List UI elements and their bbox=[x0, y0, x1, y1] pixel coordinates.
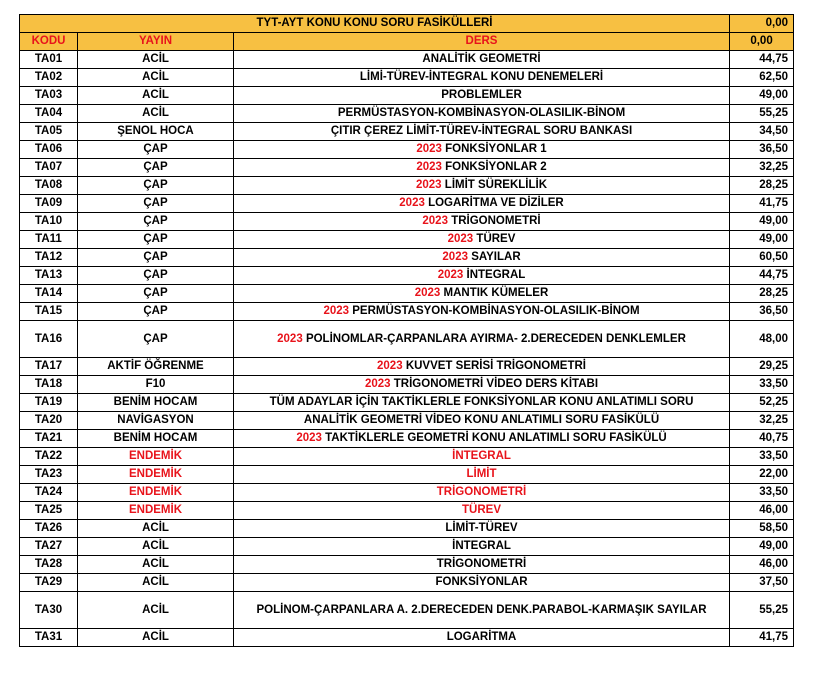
header-publisher: YAYIN bbox=[78, 33, 234, 51]
row-publisher: ACİL bbox=[78, 574, 234, 592]
year-prefix: 2023 bbox=[364, 378, 391, 390]
row-price: 29,25 bbox=[730, 358, 794, 376]
row-publisher: ÇAP bbox=[78, 141, 234, 159]
year-prefix: 2023 bbox=[416, 179, 442, 191]
row-code: TA24 bbox=[20, 484, 78, 502]
row-code: TA02 bbox=[20, 69, 78, 87]
row-title-cell bbox=[234, 502, 730, 520]
row-title: TÜREV bbox=[462, 504, 501, 516]
row-code: TA13 bbox=[20, 267, 78, 285]
row-title: LOGARİTMA VE DİZİLER bbox=[428, 197, 564, 209]
row-title-cell bbox=[234, 159, 730, 177]
row-publisher: ENDEMİK bbox=[78, 448, 234, 466]
row-publisher: ÇAP bbox=[78, 249, 234, 267]
year-prefix: 2023 bbox=[414, 287, 441, 299]
row-publisher: ACİL bbox=[78, 520, 234, 538]
year-prefix: 2023 bbox=[277, 332, 303, 345]
year-prefix: 2023 bbox=[422, 215, 448, 227]
table-row bbox=[20, 358, 794, 376]
row-publisher: ENDEMİK bbox=[78, 502, 234, 520]
row-publisher: ÇAP bbox=[78, 267, 234, 285]
header-row bbox=[20, 33, 794, 51]
row-code: TA15 bbox=[20, 303, 78, 321]
row-publisher: AKTİF ÖĞRENME bbox=[78, 358, 234, 376]
row-title-cell bbox=[234, 592, 730, 629]
row-title: LOGARİTMA bbox=[446, 631, 517, 643]
row-publisher: ÇAP bbox=[78, 303, 234, 321]
row-price: 32,25 bbox=[730, 159, 794, 177]
table-row bbox=[20, 213, 794, 231]
header-code: KODU bbox=[20, 33, 78, 51]
header-title: DERS bbox=[234, 33, 730, 51]
row-title: TRİGONOMETRİ bbox=[436, 486, 527, 498]
row-publisher: ÇAP bbox=[78, 231, 234, 249]
table-row bbox=[20, 303, 794, 321]
row-title: TRİGONOMETRİ VİDEO DERS KİTABI bbox=[393, 378, 599, 390]
row-title-cell bbox=[234, 629, 730, 647]
row-code: TA18 bbox=[20, 376, 78, 394]
row-title-cell bbox=[234, 51, 730, 69]
row-title: SAYILAR bbox=[471, 251, 521, 263]
table-row bbox=[20, 629, 794, 647]
year-prefix: 2023 bbox=[416, 143, 442, 155]
row-title-cell bbox=[234, 141, 730, 159]
row-title-cell bbox=[234, 249, 730, 267]
table-row bbox=[20, 51, 794, 69]
row-title-cell bbox=[234, 69, 730, 87]
row-price: 32,25 bbox=[730, 412, 794, 430]
row-title: TAKTİKLERLE GEOMETRİ KONU ANLATIMLI SORU FASİKÜLÜ bbox=[325, 432, 667, 444]
row-publisher: NAVİGASYON bbox=[78, 412, 234, 430]
table-row bbox=[20, 412, 794, 430]
row-title: FONKSİYONLAR bbox=[435, 576, 528, 588]
year-prefix: 2023 bbox=[323, 305, 350, 317]
row-title-cell bbox=[234, 520, 730, 538]
row-title: LİMİT SÜREKLİLİK bbox=[444, 179, 548, 191]
row-code: TA10 bbox=[20, 213, 78, 231]
row-code: TA23 bbox=[20, 466, 78, 484]
row-price: 46,00 bbox=[730, 556, 794, 574]
row-code: TA07 bbox=[20, 159, 78, 177]
row-price: 33,50 bbox=[730, 484, 794, 502]
row-code: TA22 bbox=[20, 448, 78, 466]
table-row bbox=[20, 466, 794, 484]
row-title: TÜREV bbox=[476, 233, 516, 245]
row-title-cell bbox=[234, 231, 730, 249]
table-row bbox=[20, 267, 794, 285]
row-publisher: ÇAP bbox=[78, 321, 234, 358]
row-price: 28,25 bbox=[730, 177, 794, 195]
year-prefix: 2023 bbox=[447, 233, 474, 245]
row-publisher: ÇAP bbox=[78, 195, 234, 213]
row-price: 55,25 bbox=[730, 105, 794, 123]
row-title-cell bbox=[234, 394, 730, 412]
row-code: TA21 bbox=[20, 430, 78, 448]
row-publisher: ACİL bbox=[78, 556, 234, 574]
row-price: 44,75 bbox=[730, 51, 794, 69]
row-code: TA28 bbox=[20, 556, 78, 574]
row-title: PERMÜSTASYON-KOMBİNASYON-OLASILIK-BİNOM bbox=[337, 107, 626, 119]
row-code: TA26 bbox=[20, 520, 78, 538]
row-price: 52,25 bbox=[730, 394, 794, 412]
table-row bbox=[20, 123, 794, 141]
row-price: 22,00 bbox=[730, 466, 794, 484]
row-publisher: ACİL bbox=[78, 105, 234, 123]
row-code: TA03 bbox=[20, 87, 78, 105]
row-code: TA20 bbox=[20, 412, 78, 430]
row-price: 62,50 bbox=[730, 69, 794, 87]
row-code: TA06 bbox=[20, 141, 78, 159]
row-price: 44,75 bbox=[730, 267, 794, 285]
year-prefix: 2023 bbox=[416, 161, 442, 173]
row-title: FONKSİYONLAR 2 bbox=[445, 161, 547, 173]
row-publisher: ACİL bbox=[78, 629, 234, 647]
row-title: POLİNOM-ÇARPANLARA A. 2.DERECEDEN DENK.PARABOL-KARMAŞIK SAYILAR bbox=[256, 604, 707, 616]
row-title: KUVVET SERİSİ TRİGONOMETRİ bbox=[405, 360, 586, 372]
row-title-cell bbox=[234, 448, 730, 466]
row-price: 60,50 bbox=[730, 249, 794, 267]
row-publisher: ACİL bbox=[78, 592, 234, 629]
row-price: 33,50 bbox=[730, 376, 794, 394]
row-price: 33,50 bbox=[730, 448, 794, 466]
row-code: TA30 bbox=[20, 592, 78, 629]
row-title: LİMİT bbox=[466, 468, 497, 480]
row-code: TA29 bbox=[20, 574, 78, 592]
row-title: TÜM ADAYLAR İÇİN TAKTİKLERLE FONKSİYONLAR KONU ANLATIMLI SORU bbox=[269, 396, 694, 408]
row-title-cell bbox=[234, 267, 730, 285]
row-code: TA12 bbox=[20, 249, 78, 267]
table-row bbox=[20, 141, 794, 159]
row-title-cell bbox=[234, 376, 730, 394]
row-title-cell bbox=[234, 321, 730, 358]
row-code: TA14 bbox=[20, 285, 78, 303]
title-row bbox=[20, 15, 794, 33]
row-title: İNTEGRAL bbox=[452, 450, 511, 462]
row-title-cell bbox=[234, 556, 730, 574]
row-publisher: ENDEMİK bbox=[78, 484, 234, 502]
row-title: LİMİT-TÜREV bbox=[445, 522, 518, 534]
book-price-table bbox=[19, 14, 794, 647]
year-prefix: 2023 bbox=[442, 251, 468, 263]
year-prefix: 2023 bbox=[437, 269, 464, 281]
row-publisher: ÇAP bbox=[78, 285, 234, 303]
row-code: TA27 bbox=[20, 538, 78, 556]
row-code: TA19 bbox=[20, 394, 78, 412]
table-row bbox=[20, 484, 794, 502]
row-title-cell bbox=[234, 574, 730, 592]
row-publisher: ACİL bbox=[78, 538, 234, 556]
row-price: 41,75 bbox=[730, 629, 794, 647]
table-row bbox=[20, 195, 794, 213]
year-prefix: 2023 bbox=[377, 360, 403, 372]
row-publisher: ÇAP bbox=[78, 177, 234, 195]
table-body bbox=[20, 51, 794, 647]
row-price: 36,50 bbox=[730, 141, 794, 159]
row-title-cell bbox=[234, 484, 730, 502]
row-price: 49,00 bbox=[730, 213, 794, 231]
row-title-cell bbox=[234, 213, 730, 231]
row-title: İNTEGRAL bbox=[466, 269, 526, 281]
table-row bbox=[20, 574, 794, 592]
row-price: 41,75 bbox=[730, 195, 794, 213]
row-code: TA09 bbox=[20, 195, 78, 213]
row-publisher: ACİL bbox=[78, 51, 234, 69]
row-publisher: BENİM HOCAM bbox=[78, 394, 234, 412]
row-price: 49,00 bbox=[730, 231, 794, 249]
table-row bbox=[20, 69, 794, 87]
row-price: 55,25 bbox=[730, 592, 794, 629]
row-price: 37,50 bbox=[730, 574, 794, 592]
table-row bbox=[20, 430, 794, 448]
row-code: TA04 bbox=[20, 105, 78, 123]
row-title-cell bbox=[234, 285, 730, 303]
row-title: ANALİTİK GEOMETRİ bbox=[422, 53, 541, 65]
row-code: TA01 bbox=[20, 51, 78, 69]
year-prefix: 2023 bbox=[399, 197, 425, 209]
header-price: 0,00 bbox=[730, 33, 794, 51]
row-publisher: ACİL bbox=[78, 87, 234, 105]
table-row bbox=[20, 556, 794, 574]
row-publisher: F10 bbox=[78, 376, 234, 394]
row-code: TA11 bbox=[20, 231, 78, 249]
row-publisher: BENİM HOCAM bbox=[78, 430, 234, 448]
row-title-cell bbox=[234, 538, 730, 556]
row-code: TA25 bbox=[20, 502, 78, 520]
row-price: 48,00 bbox=[730, 321, 794, 358]
row-publisher: ENDEMİK bbox=[78, 466, 234, 484]
row-title: TRİGONOMETRİ bbox=[451, 215, 541, 227]
table-row bbox=[20, 321, 794, 358]
row-title-cell bbox=[234, 87, 730, 105]
row-code: TA17 bbox=[20, 358, 78, 376]
table-row bbox=[20, 502, 794, 520]
table-row bbox=[20, 87, 794, 105]
sheet-title: TYT-AYT KONU KONU SORU FASİKÜLLERİ bbox=[20, 15, 730, 33]
row-price: 58,50 bbox=[730, 520, 794, 538]
row-title: ÇITIR ÇEREZ LİMİT-TÜREV-İNTEGRAL SORU BANKASI bbox=[330, 125, 633, 137]
title-total: 0,00 bbox=[730, 15, 794, 33]
row-title: PERMÜSTASYON-KOMBİNASYON-OLASILIK-BİNOM bbox=[352, 305, 640, 317]
row-title-cell bbox=[234, 358, 730, 376]
row-title: TRİGONOMETRİ bbox=[436, 558, 527, 570]
row-price: 46,00 bbox=[730, 502, 794, 520]
row-price: 28,25 bbox=[730, 285, 794, 303]
table-row bbox=[20, 231, 794, 249]
row-title: POLİNOMLAR-ÇARPANLARA AYIRMA- 2.DERECEDEN DENKLEMLER bbox=[305, 332, 686, 345]
row-title-cell bbox=[234, 412, 730, 430]
row-publisher: ÇAP bbox=[78, 213, 234, 231]
table-row bbox=[20, 448, 794, 466]
row-title-cell bbox=[234, 195, 730, 213]
row-price: 34,50 bbox=[730, 123, 794, 141]
table-row bbox=[20, 394, 794, 412]
row-title: İNTEGRAL bbox=[452, 540, 511, 552]
row-title: MANTIK KÜMELER bbox=[443, 287, 549, 299]
table-row bbox=[20, 376, 794, 394]
row-price: 49,00 bbox=[730, 538, 794, 556]
row-title-cell bbox=[234, 123, 730, 141]
row-title-cell bbox=[234, 303, 730, 321]
row-title-cell bbox=[234, 466, 730, 484]
row-publisher: ŞENOL HOCA bbox=[78, 123, 234, 141]
row-title-cell bbox=[234, 105, 730, 123]
table-row bbox=[20, 520, 794, 538]
row-title-cell bbox=[234, 430, 730, 448]
row-code: TA05 bbox=[20, 123, 78, 141]
row-code: TA31 bbox=[20, 629, 78, 647]
row-title: ANALİTİK GEOMETRİ VİDEO KONU ANLATIMLI SORU FASİKÜLÜ bbox=[303, 414, 660, 426]
table-row bbox=[20, 538, 794, 556]
row-code: TA16 bbox=[20, 321, 78, 358]
row-price: 40,75 bbox=[730, 430, 794, 448]
table-row bbox=[20, 177, 794, 195]
table-row bbox=[20, 105, 794, 123]
row-title-cell bbox=[234, 177, 730, 195]
row-publisher: ACİL bbox=[78, 69, 234, 87]
table-row bbox=[20, 249, 794, 267]
table-row bbox=[20, 592, 794, 629]
row-code: TA08 bbox=[20, 177, 78, 195]
row-title: PROBLEMLER bbox=[441, 89, 522, 101]
row-price: 49,00 bbox=[730, 87, 794, 105]
row-title: FONKSİYONLAR 1 bbox=[445, 143, 547, 155]
row-title: LİMİ-TÜREV-İNTEGRAL KONU DENEMELERİ bbox=[359, 71, 604, 83]
row-publisher: ÇAP bbox=[78, 159, 234, 177]
row-price: 36,50 bbox=[730, 303, 794, 321]
table-row bbox=[20, 285, 794, 303]
table-row bbox=[20, 159, 794, 177]
year-prefix: 2023 bbox=[296, 432, 322, 444]
